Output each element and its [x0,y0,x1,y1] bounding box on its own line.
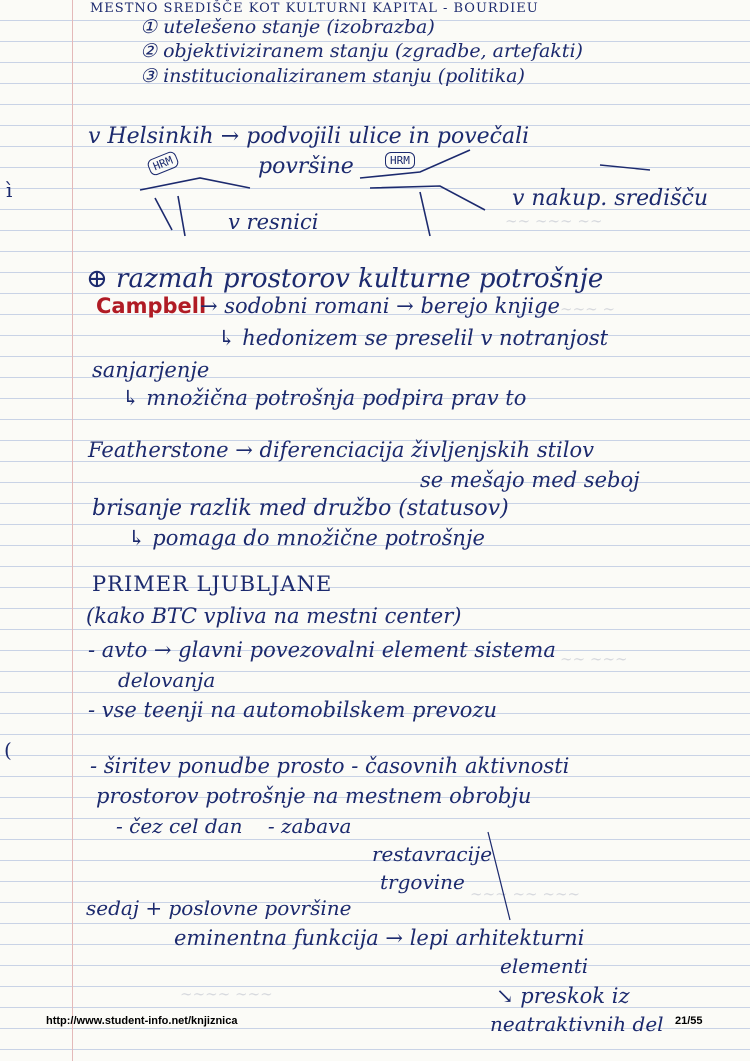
primer-line-9: trgovine [380,870,465,894]
bleed-through-text: ∼∼ ∼∼∼ [560,650,628,668]
primer-line-14: neatraktivnih del [490,1012,664,1036]
primer-line-7: - čez cel dan - zabava [116,814,352,838]
section-sub-3: ↳ množična potrošnja podpira prav to [122,386,527,410]
primer-line-3: delovanja [118,668,216,692]
helsinki-line-4: v resnici [228,210,319,234]
footer-page-number: 21/55 [675,1015,703,1027]
featherstone-line-4: ↳ pomaga do množične potrošnje [128,526,485,550]
bleed-through-text: ∼∼∼ ∼ [560,300,616,318]
featherstone-line-3: brisanje razlik med družbo (statusov) [92,496,509,521]
primer-line-6: prostorov potrošnje na mestnem obrobju [96,784,532,808]
primer-line-8: restavracije [372,842,493,866]
section-sub-2: sanjarjenje [92,358,210,382]
header-title: MESTNO SREDIŠČE KOT KULTURNI KAPITAL - BOURDIEU [90,1,539,16]
primer-line-10: sedaj + poslovne površine [86,896,352,920]
footer-url: http://www.student-info.net/knjiznica [46,1015,238,1027]
helsinki-line-1: v Helsinkih → podvojili ulice in povečali [88,124,530,149]
bleed-through-text: ∼∼∼ ∼∼ ∼∼∼ [470,885,581,903]
hrm-badge-left: HRM [146,150,180,177]
primer-line-13: ↘ preskok iz [496,984,630,1008]
bleed-through-text: ∼∼ ∼∼∼ ∼∼ [505,212,603,230]
edge-mark: ì [6,178,13,202]
section-heading: ⊕ razmah prostorov kulturne potrošnje [86,264,604,294]
primer-line-2: - avto → glavni povezovalni element sistema [88,638,556,662]
primer-heading: PRIMER LJUBLJANE [92,572,333,596]
helsinki-line-2: površine [258,154,354,179]
primer-line-1: (kako BTC vpliva na mestni center) [86,604,462,628]
featherstone-line: Featherstone → diferenciacija življenjskih stilov [88,438,594,462]
featherstone-line-2: se mešajo med seboj [420,468,640,492]
primer-line-11: eminentna funkcija → lepi arhitekturni [174,926,585,950]
bleed-through-text: ∼∼∼∼ ∼∼∼ [180,985,273,1003]
primer-line-4: - vse teenji na automobilskem prevozu [88,698,498,722]
campbell-text: → sodobni romani → berejo knjige [200,294,560,318]
section-sub-1: ↳ hedonizem se preselil v notranjost [218,326,609,350]
header-item-3: ③ institucionaliziranem stanju (politika) [140,65,525,87]
primer-line-5: - širitev ponudbe prosto - časovnih aktivnosti [90,754,570,778]
header-item-2: ② objektiviziranem stanju (zgradbe, artefakti) [140,40,583,62]
hrm-badge-right: HRM [385,152,415,169]
edge-mark: ( [4,738,12,762]
campbell-label: Campbell [96,294,207,318]
helsinki-line-3: v nakup. središču [512,186,709,211]
primer-line-12: elementi [500,954,589,978]
header-item-1: ① utelešeno stanje (izobrazba) [140,16,435,38]
